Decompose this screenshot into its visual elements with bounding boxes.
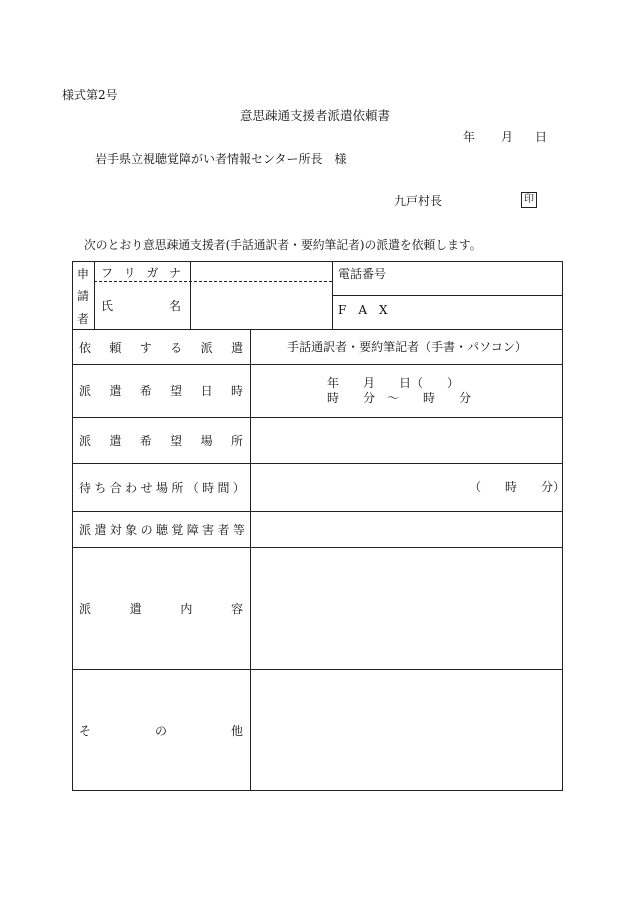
row-divider-4 xyxy=(72,463,563,464)
document-title: 意思疎通支援者派遣依頼書 xyxy=(239,108,390,123)
label-char: 他 xyxy=(230,724,243,738)
label-char: 望 xyxy=(170,384,183,398)
label-char: 遣 xyxy=(129,602,142,616)
label-char: 害 xyxy=(202,523,215,537)
label-char: 遣 xyxy=(109,434,122,448)
row-divider-5 xyxy=(72,511,563,512)
label-char: の xyxy=(154,724,167,738)
row-divider-7 xyxy=(72,669,563,670)
label-char: 遣 xyxy=(94,523,107,537)
label-char: 派 xyxy=(79,384,92,398)
label-char: 希 xyxy=(139,434,152,448)
furigana-label-char: ナ xyxy=(168,266,181,280)
label-char: 派 xyxy=(200,341,213,355)
datetime-label xyxy=(79,384,243,397)
label-char: 望 xyxy=(170,434,183,448)
label-char: ） xyxy=(232,481,245,495)
name-label xyxy=(101,299,181,312)
date-day-label: 日 xyxy=(535,130,548,144)
content-label xyxy=(79,602,243,615)
form-number: 様式第2号 xyxy=(62,88,118,102)
label-char: 派 xyxy=(79,602,92,616)
other-label xyxy=(79,724,243,737)
label-char: 遣 xyxy=(109,384,122,398)
content-input[interactable] xyxy=(258,602,554,615)
label-char: そ xyxy=(79,724,92,738)
label-char: 所 xyxy=(171,481,184,495)
target-person-label xyxy=(79,523,245,536)
datetime-time-line[interactable]: 時 分 〜 時 分 xyxy=(327,391,472,405)
furigana-label-char: ガ xyxy=(146,266,159,280)
applicant-side-label-2: 請 xyxy=(77,289,90,303)
label-char: 時 xyxy=(230,384,243,398)
label-char: 場 xyxy=(155,481,168,495)
furigana-label-char: フ xyxy=(101,266,114,280)
label-char: す xyxy=(139,341,152,355)
label-column-divider xyxy=(250,329,251,791)
tel-label: 電話番号 xyxy=(338,267,387,281)
target-person-input[interactable] xyxy=(258,523,554,536)
label-char: 所 xyxy=(230,434,243,448)
label-char: の xyxy=(140,523,153,537)
meeting-place-label xyxy=(79,481,245,494)
label-char: （ xyxy=(186,481,199,495)
furigana-input[interactable] xyxy=(196,266,326,279)
label-char: 内 xyxy=(180,602,193,616)
label-char: わ xyxy=(125,481,138,495)
applicant-side-label-3: 者 xyxy=(77,312,90,326)
label-char: 者 xyxy=(217,523,230,537)
addressee: 岩手県立視聴覚障がい者情報センター所長 様 xyxy=(95,152,347,166)
label-char: 派 xyxy=(79,523,92,537)
place-input[interactable] xyxy=(258,434,554,447)
label-char: 日 xyxy=(200,384,213,398)
label-char: 遣 xyxy=(230,341,243,355)
applicant-side-divider xyxy=(94,261,95,329)
label-char: 派 xyxy=(79,434,92,448)
label-char: 待 xyxy=(79,481,92,495)
label-char: 間 xyxy=(217,481,230,495)
name-label-char: 名 xyxy=(168,299,181,313)
label-char: せ xyxy=(140,481,153,495)
other-input[interactable] xyxy=(258,724,554,737)
fax-label: F A X xyxy=(338,303,388,317)
row-divider-1 xyxy=(72,329,563,330)
label-char: る xyxy=(170,341,183,355)
fax-input[interactable] xyxy=(400,304,550,317)
intro-text: 次のとおり意思疎通支援者(手話通訳者・要約筆記者)の派遣を依頼します。 xyxy=(84,238,482,252)
label-char: 頼 xyxy=(109,341,122,355)
sender-name: 九戸村長 xyxy=(394,194,443,208)
label-char: 等 xyxy=(232,523,245,537)
applicant-side-label-1: 申 xyxy=(77,267,90,281)
meeting-time-value[interactable]: （ 時 分） xyxy=(469,480,566,494)
label-char: 時 xyxy=(202,481,215,495)
label-char: 障 xyxy=(186,523,199,537)
date-month-label: 月 xyxy=(501,130,514,144)
label-char: 聴 xyxy=(155,523,168,537)
furigana-dashed-line xyxy=(94,281,332,282)
label-char: 容 xyxy=(230,602,243,616)
tel-input[interactable] xyxy=(400,268,550,281)
request-type-value: 手話通訳者・要約筆記者（手書・パソコン） xyxy=(287,340,527,354)
place-label xyxy=(79,434,243,447)
row-divider-3 xyxy=(72,417,563,418)
tel-fax-divider xyxy=(332,295,563,296)
label-char: 覚 xyxy=(171,523,184,537)
seal-mark: 印 xyxy=(521,192,537,208)
name-label-char: 氏 xyxy=(101,299,114,313)
request-type-label xyxy=(79,341,243,354)
furigana-label xyxy=(101,266,181,279)
label-char: 対 xyxy=(109,523,122,537)
applicant-label-divider xyxy=(190,261,191,329)
label-char: 象 xyxy=(125,523,138,537)
label-char: 依 xyxy=(79,341,92,355)
label-char: 合 xyxy=(109,481,122,495)
name-input[interactable] xyxy=(196,299,326,312)
label-char: 場 xyxy=(200,434,213,448)
date-year-label: 年 xyxy=(463,130,476,144)
row-divider-6 xyxy=(72,547,563,548)
furigana-label-char: リ xyxy=(123,266,136,280)
row-divider-2 xyxy=(72,364,563,365)
datetime-date-line[interactable]: 年 月 日（ ） xyxy=(327,376,460,390)
label-char: 希 xyxy=(139,384,152,398)
label-char: ち xyxy=(94,481,107,495)
